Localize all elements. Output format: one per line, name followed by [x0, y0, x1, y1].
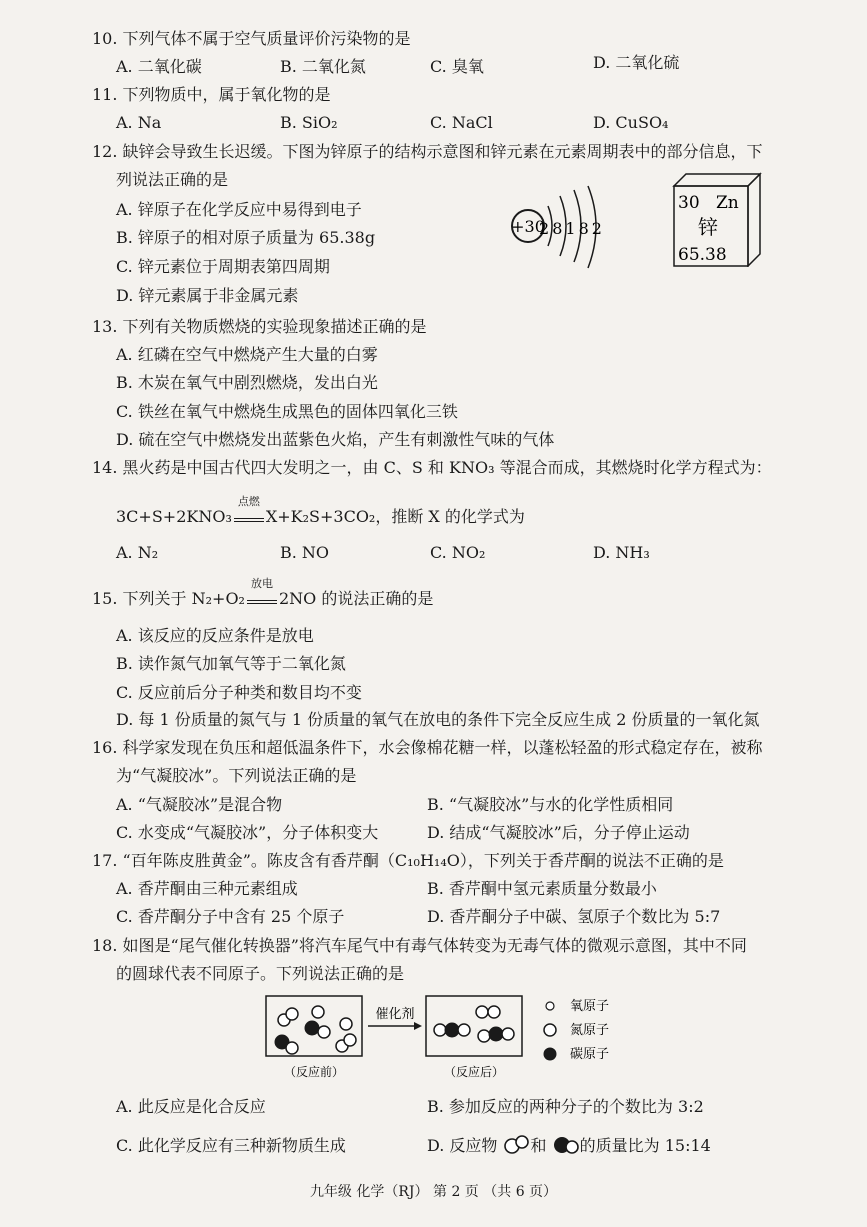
q11-option-b: B. SiO₂ — [280, 113, 338, 132]
q14-option-d: D. NH₃ — [593, 543, 650, 562]
atom-shells: 28182 — [539, 219, 605, 238]
q11-option-a: A. Na — [116, 113, 162, 132]
q18-option-a: A. 此反应是化合反应 — [116, 1097, 266, 1116]
co-molecule-icon — [552, 1135, 580, 1155]
element-mass: 65.38 — [678, 245, 727, 265]
q11-option-c: C. NaCl — [430, 113, 493, 132]
q17-option-b: B. 香芹酮中氢元素质量分数最小 — [427, 879, 657, 898]
element-name: 锌 — [698, 215, 718, 239]
q18-stem-line2: 的圆球代表不同原子。下列说法正确的是 — [116, 964, 405, 983]
q12-stem-line2: 列说法正确的是 — [116, 170, 229, 189]
q14-option-c: C. NO₂ — [430, 543, 486, 562]
element-number: 30 — [678, 193, 700, 213]
zinc-element-cell — [672, 172, 762, 267]
q15-option-a: A. 该反应的反应条件是放电 — [116, 626, 314, 645]
q17-option-a: A. 香芹酮由三种元素组成 — [116, 879, 298, 898]
q18-option-b: B. 参加反应的两种分子的个数比为 3:2 — [427, 1097, 704, 1116]
page-footer: 九年级 化学（RJ） 第 2 页 （共 6 页） — [309, 1184, 558, 1200]
q14-option-b: B. NO — [280, 543, 330, 562]
q15-option-d: D. 每 1 份质量的氮气与 1 份质量的氧气在放电的条件下完全反应生成 2 份质量的一氧化氮 — [116, 710, 760, 729]
after-label: （反应后） — [443, 1065, 505, 1079]
atom-nucleus: +30 — [511, 217, 545, 236]
q14-equation — [116, 495, 525, 528]
q10-option-a: A. 二氧化碳 — [116, 57, 202, 76]
q10-option-b: B. 二氧化氮 — [280, 57, 366, 76]
q12-option-c: C. 锌元素位于周期表第四周期 — [116, 257, 330, 276]
q14-eq-arrow: 点燃 — [234, 508, 264, 522]
q18-option-d: D. 反应物 和 的质量比为 15:14 — [427, 1136, 711, 1155]
q12-stem-line1: 12. 缺锌会导致生长迟缓。下图为锌原子的结构示意图和锌元素在元素周期表中的部分信息，下 — [92, 142, 763, 161]
element-symbol: Zn — [716, 193, 739, 213]
q17-stem: 17. “百年陈皮胜黄金”。陈皮含有香芹酮（C₁₀H₁₄O），下列关于香芹酮的说法不正确的是 — [92, 851, 724, 870]
q12-option-d: D. 锌元素属于非金属元素 — [116, 286, 299, 305]
q15-option-b: B. 读作氮气加氧气等于二氧化氮 — [116, 654, 346, 673]
q16-option-b: B. “气凝胶冰”与水的化学性质相同 — [427, 795, 674, 814]
before-label: （反应前） — [283, 1065, 345, 1079]
q14-stem: 14. 黑火药是中国古代四大发明之一，由 C、S 和 KNO₃ 等混合而成，其燃烧时化学方程式为： — [92, 458, 772, 477]
q10-option-d: D. 二氧化硫 — [593, 53, 680, 72]
q18-option-c: C. 此化学反应有三种新物质生成 — [116, 1136, 346, 1155]
q12-option-a: A. 锌原子在化学反应中易得到电子 — [116, 200, 362, 219]
q16-stem-line1: 16. 科学家发现在负压和超低温条件下，水会像棉花糖一样，以蓬松轻盈的形式稳定存在，被称 — [92, 738, 763, 757]
legend-oxygen: 氧原子 — [570, 999, 610, 1014]
q13-option-b: B. 木炭在氧气中剧烈燃烧，发出白光 — [116, 373, 378, 392]
q13-option-a: A. 红磷在空气中燃烧产生大量的白雾 — [116, 345, 378, 364]
catalytic-converter-diagram — [262, 990, 632, 1085]
q12-option-b: B. 锌原子的相对原子质量为 65.38g — [116, 228, 376, 247]
q14-eq-right: X+K₂S+3CO₂，推断 X 的化学式为 — [265, 507, 525, 526]
q15-eq-arrow: 放电 — [247, 590, 277, 604]
q13-stem: 13. 下列有关物质燃烧的实验现象描述正确的是 — [92, 317, 427, 336]
legend-nitrogen: 氮原子 — [570, 1023, 610, 1038]
q16-option-d: D. 结成“气凝胶冰”后，分子停止运动 — [427, 823, 690, 842]
q16-option-c: C. 水变成“气凝胶冰”，分子体积变大 — [116, 823, 379, 842]
q14-eq-left: 3C+S+2KNO₃ — [116, 507, 232, 526]
q10-option-c: C. 臭氧 — [430, 57, 484, 76]
q16-option-a: A. “气凝胶冰”是混合物 — [116, 795, 283, 814]
q11-option-d: D. CuSO₄ — [593, 113, 669, 132]
catalyst-label: 催化剂 — [375, 1007, 415, 1022]
q13-option-c: C. 铁丝在氧气中燃烧生成黑色的固体四氧化三铁 — [116, 402, 458, 421]
q13-option-d: D. 硫在空气中燃烧发出蓝紫色火焰，产生有刺激性气味的气体 — [116, 430, 555, 449]
q17-option-d: D. 香芹酮分子中碳、氢原子个数比为 5:7 — [427, 907, 721, 926]
zinc-atom-structure-diagram — [508, 182, 618, 272]
q18-stem-line1: 18. 如图是“尾气催化转换器”将汽车尾气中有毒气体转变为无毒气体的微观示意图，其中不同 — [92, 936, 747, 955]
q11-stem: 11. 下列物质中，属于氧化物的是 — [92, 85, 331, 104]
q15-stem: 15. 下列关于 N₂+O₂ 放电 2NO 的说法正确的是 — [92, 577, 434, 608]
q15-option-c: C. 反应前后分子种类和数目均不变 — [116, 683, 362, 702]
legend-carbon: 碳原子 — [570, 1047, 610, 1062]
q10-stem: 10. 下列气体不属于空气质量评价污染物的是 — [92, 29, 411, 48]
q17-option-c: C. 香芹酮分子中含有 25 个原子 — [116, 907, 345, 926]
q16-stem-line2: 为“气凝胶冰”。下列说法正确的是 — [116, 766, 357, 785]
q14-option-a: A. N₂ — [116, 543, 159, 562]
no-molecule-icon — [503, 1135, 531, 1155]
